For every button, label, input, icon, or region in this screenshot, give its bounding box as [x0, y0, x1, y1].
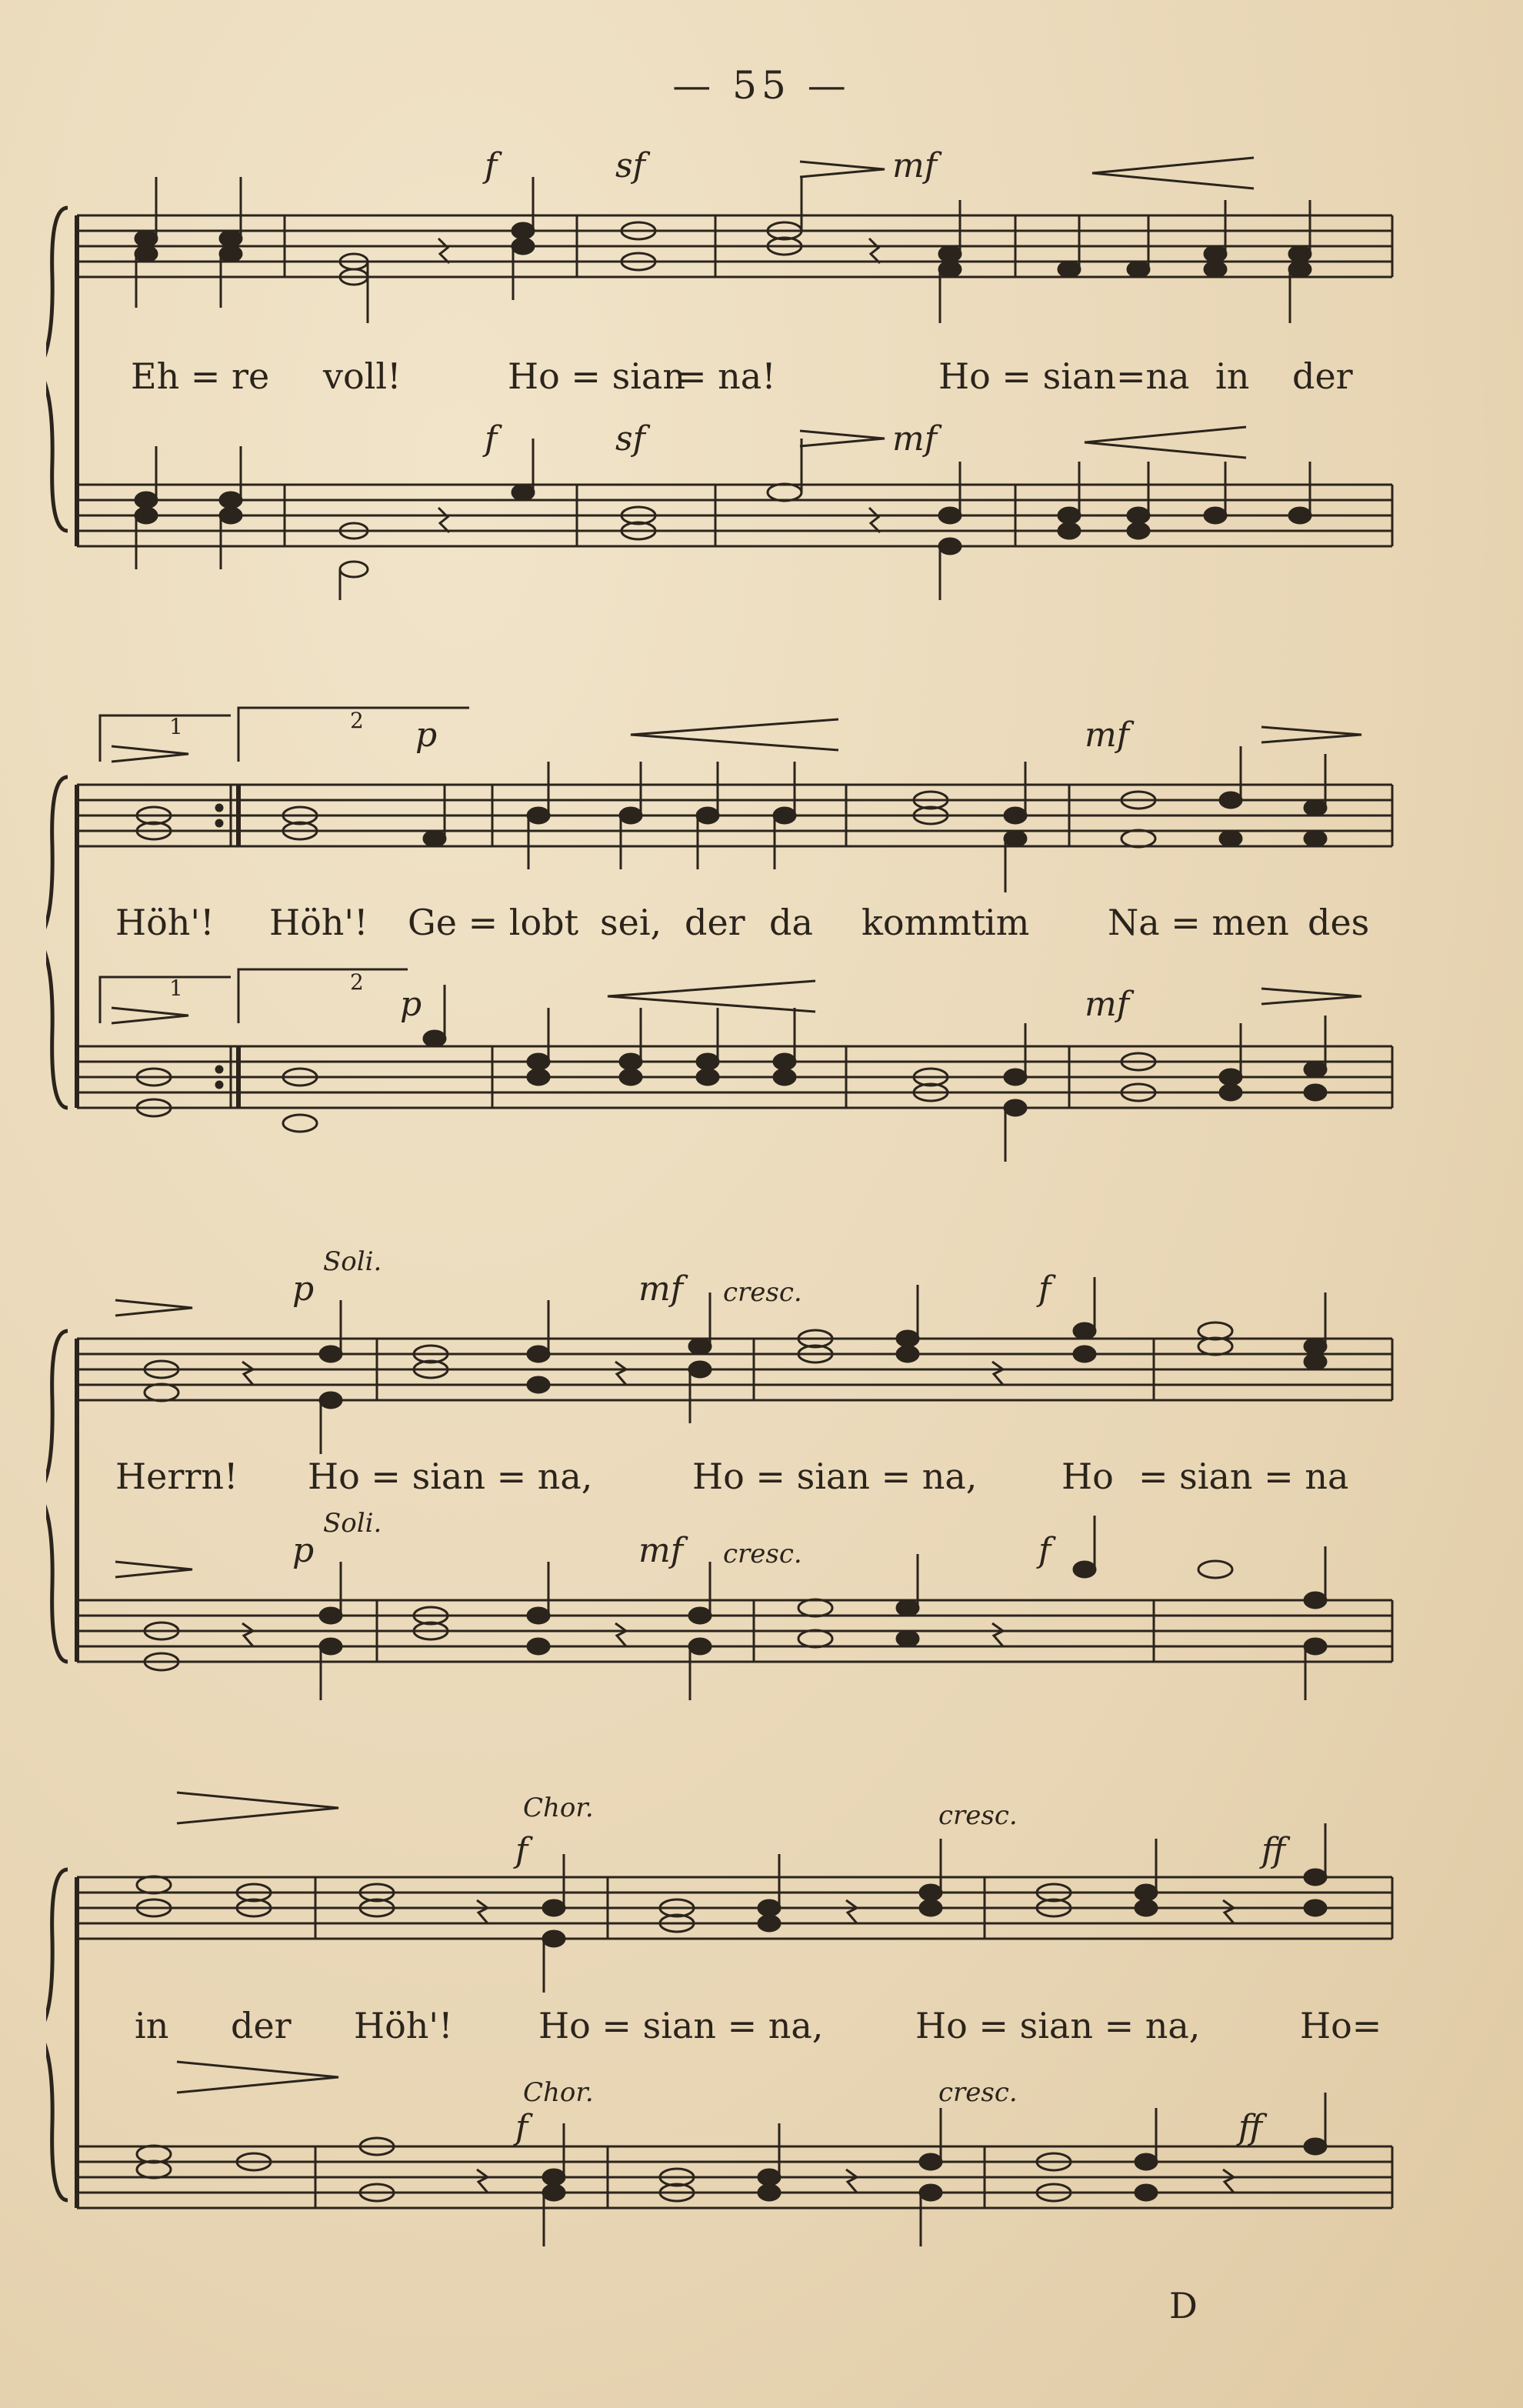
music-system-2 [46, 700, 1400, 1177]
music-system-4 [46, 1769, 1400, 2246]
dynamic-mf: mf [638, 1269, 684, 1309]
lyric: in [1215, 355, 1250, 397]
dynamic-p: p [292, 1269, 315, 1309]
lyric: Herrn! [115, 1456, 238, 1497]
music-system-1 [46, 146, 1400, 600]
volta-1-number: 1 [169, 976, 183, 1001]
dynamic-p: p [415, 715, 438, 755]
volta-2-number: 2 [350, 708, 364, 733]
dynamic-f: f [515, 2108, 528, 2147]
dynamic-f: f [515, 1831, 528, 1870]
dynamic-f: f [1038, 1531, 1051, 1570]
volta-1-number: 1 [169, 714, 183, 739]
dynamic-p: p [400, 985, 422, 1024]
dynamic-f: f [485, 146, 498, 185]
lyric: = na! [677, 355, 776, 397]
lyric: sei, [600, 902, 662, 943]
dynamic-p: p [292, 1531, 315, 1570]
lyric: Ho= [1300, 2005, 1382, 2046]
chor-marking: Chor. [523, 2077, 594, 2108]
dynamic-f: f [485, 419, 498, 459]
lyrics-row-2 [46, 902, 1400, 948]
volta-2-number: 2 [350, 969, 364, 995]
lyric: Ho = sian = na, [692, 1456, 978, 1497]
dynamic-ff: ff [1261, 1831, 1286, 1870]
chor-marking: Chor. [523, 1793, 594, 1823]
cresc-marking: cresc. [723, 1539, 802, 1569]
dynamic-mf: mf [892, 146, 938, 185]
lyric: Eh = re [131, 355, 270, 397]
lyric: der [231, 2005, 292, 2046]
lyric: Ho = sian = na, [538, 2005, 824, 2046]
signature-letter: D [1169, 2285, 1198, 2326]
soli-marking: Soli. [323, 1246, 382, 1277]
lyric: in [135, 2005, 169, 2046]
dynamic-f: f [1038, 1269, 1051, 1309]
dynamic-sf: sf [615, 419, 645, 459]
lyric: Ge = lobt [408, 902, 579, 943]
lyric: Ho = sian = na, [915, 2005, 1201, 2046]
lyric: Na = men [1108, 902, 1289, 943]
lyric: Ho = sian [508, 355, 685, 397]
lyric: Höh'! [115, 902, 215, 943]
lyric: = sian = na [1138, 1456, 1349, 1497]
lyric: Ho = sian=na [938, 355, 1190, 397]
lyric: Ho = sian = na, [308, 1456, 593, 1497]
lyrics-row-1 [46, 355, 1400, 402]
cresc-marking: cresc. [938, 1800, 1018, 1831]
lyric: kommt [861, 902, 986, 943]
dynamic-mf: mf [1085, 715, 1130, 755]
lyrics-row-4 [46, 2005, 1400, 2051]
dynamic-ff: ff [1238, 2108, 1263, 2147]
page-number: — 55 — [672, 63, 851, 108]
lyric: der [685, 902, 745, 943]
cresc-marking: cresc. [723, 1277, 802, 1308]
lyric: im [985, 902, 1030, 943]
lyric: voll! [323, 355, 402, 397]
lyric: Ho [1061, 1456, 1114, 1497]
dynamic-sf: sf [615, 146, 645, 185]
dynamic-mf: mf [892, 419, 938, 459]
lyric: des [1308, 902, 1370, 943]
lyric: der [1292, 355, 1353, 397]
lyric: da [769, 902, 813, 943]
lyric: Höh'! [354, 2005, 453, 2046]
dynamic-mf: mf [638, 1531, 684, 1570]
soli-marking: Soli. [323, 1508, 382, 1539]
lyric: Höh'! [269, 902, 368, 943]
music-system-3 [46, 1246, 1400, 1731]
dynamic-mf: mf [1085, 985, 1130, 1024]
cresc-marking: cresc. [938, 2077, 1018, 2108]
lyrics-row-3 [46, 1456, 1400, 1502]
